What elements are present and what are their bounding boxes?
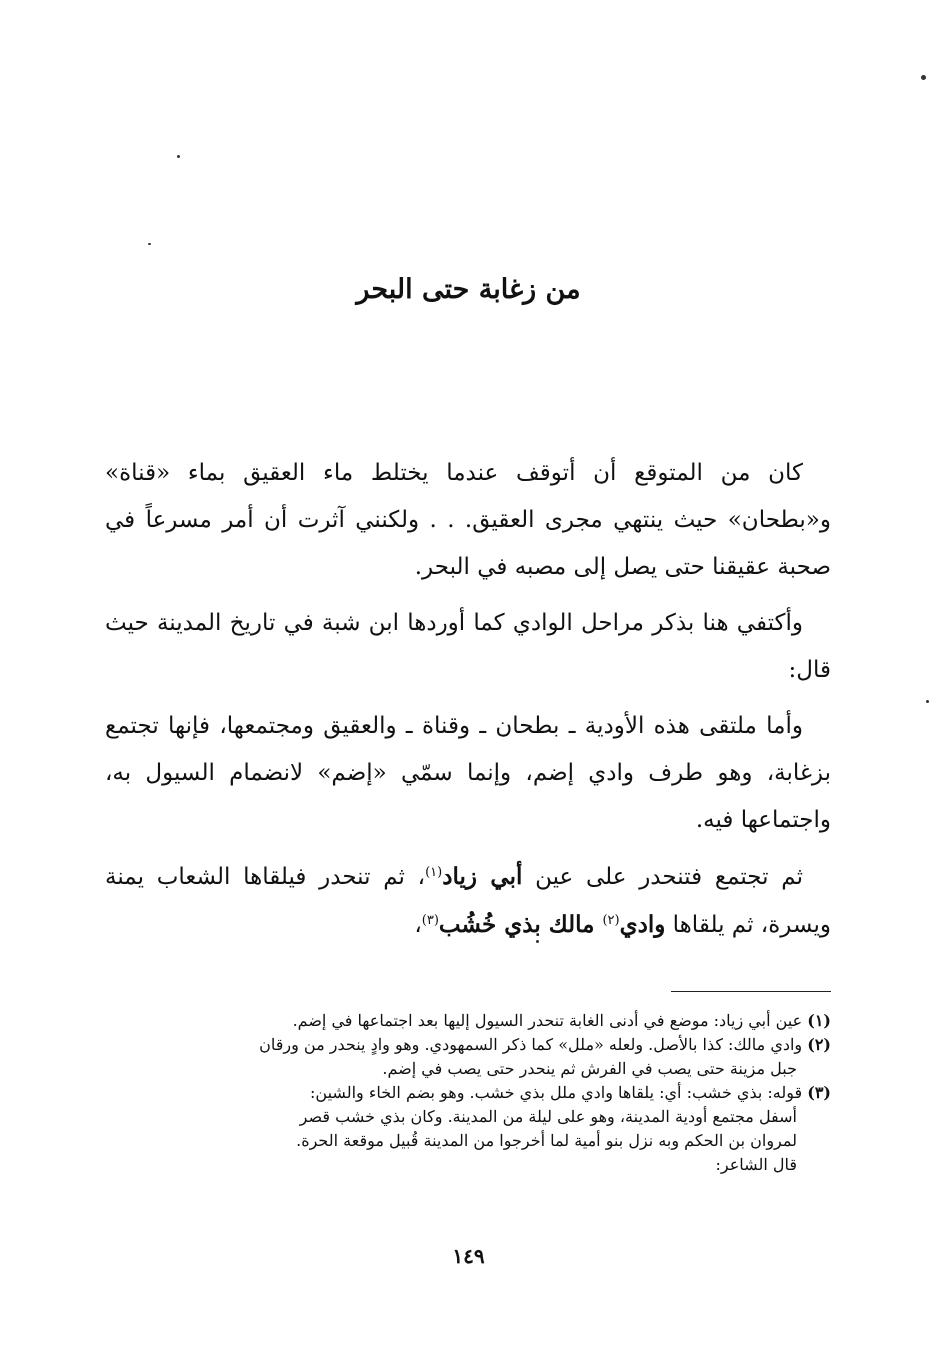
footnote-3-line-4: قال الشاعر: [715,1155,797,1174]
chapter-title: من زغابة حتى البحر [356,274,581,305]
place-name-wadi: وادي [619,911,666,938]
footnote-ref-3[interactable]: (٣) [421,913,439,928]
page-number: ١٤٩ [452,1244,485,1268]
footnote-number: (١) [807,1011,831,1030]
footnote-line: وادي مالك: كذا بالأصل. ولعله «ملل» كما ذكر السمهودي. وهو وادٍ ينحدر من ورقان [259,1035,803,1054]
paragraph-1: كان من المتوقع أن أتوقف عندما يختلط ماء العقيق بماء «قناة» و«بطحان» حيث ينتهي مجرى العقيق. . . ولكنني آثرت أن أمر مسرعاً في صحبة عقيقنا حتى يصل إلى مصبه في البحر. [105,460,831,580]
footnote-number: (٣) [807,1083,831,1102]
footnote-line: عين أبي زياد: موضع في أدنى الغابة تنحدر السيول إليها بعد اجتماعها في إضم. [292,1011,803,1030]
footnote-2-continuation: جبل مزينة حتى يصب في الفرش ثم ينحدر حتى يصب في إضم. [382,1059,797,1078]
paragraph-4-part-3: ، [414,912,422,938]
place-name-malik-dhi-khushub: مالك بذي خُشُب [438,911,603,938]
main-text [105,450,831,958]
paragraph-3: وأما ملتقى هذه الأودية ـ بطحان ـ وقناة ـ والعقيق ومجتمعها، فإنها تجتمع بزغابة، وهو طرف وادي إضم، وإنما سمّي «إضم» لانضمام السيول به، واجتماعها فيه. [105,713,831,833]
footnote-3 [105,1081,831,1105]
scan-speck [926,700,929,703]
scan-speck [536,940,539,943]
footnote-separator [671,991,831,992]
scan-speck [921,75,926,80]
paragraph-4-part-1: ثم تجتمع فتنحدر على عين [522,864,803,890]
paragraph-4 [105,853,831,949]
footnote-line: قوله: بذي خشب: أي: يلقاها وادي ملل بذي خشب. وهو بضم الخاء والشين: [310,1083,803,1102]
place-name-abi-ziyad: أبي زياد [442,863,523,890]
footnote-3-line-2: أسفل مجتمع أودية المدينة، وهو على ليلة من المدينة. وكان بذي خشب قصر [299,1107,797,1126]
scan-speck [177,155,180,158]
footnote-ref-2[interactable]: (٢) [602,913,620,928]
paragraph-2: وأكتفي هنا بذكر مراحل الوادي كما أوردها ابن شبة في تاريخ المدينة حيث قال: [105,610,831,683]
footnote-ref-1[interactable]: (١) [425,865,443,880]
scan-speck [148,243,151,245]
footnote-1 [105,1009,831,1033]
footnote-number: (٢) [807,1035,831,1054]
footnote-2 [105,1033,831,1057]
paragraph-4-part-2: ، ثم تنحدر فيلقاها الشعاب يمنة ويسرة، ثم يلقاها [105,864,831,938]
footnote-3-line-3: لمروان بن الحكم وبه نزل بنو أمية لما أخرجوا من المدينة قُبيل موقعة الحرة. [296,1131,797,1150]
footnotes [105,1009,831,1177]
